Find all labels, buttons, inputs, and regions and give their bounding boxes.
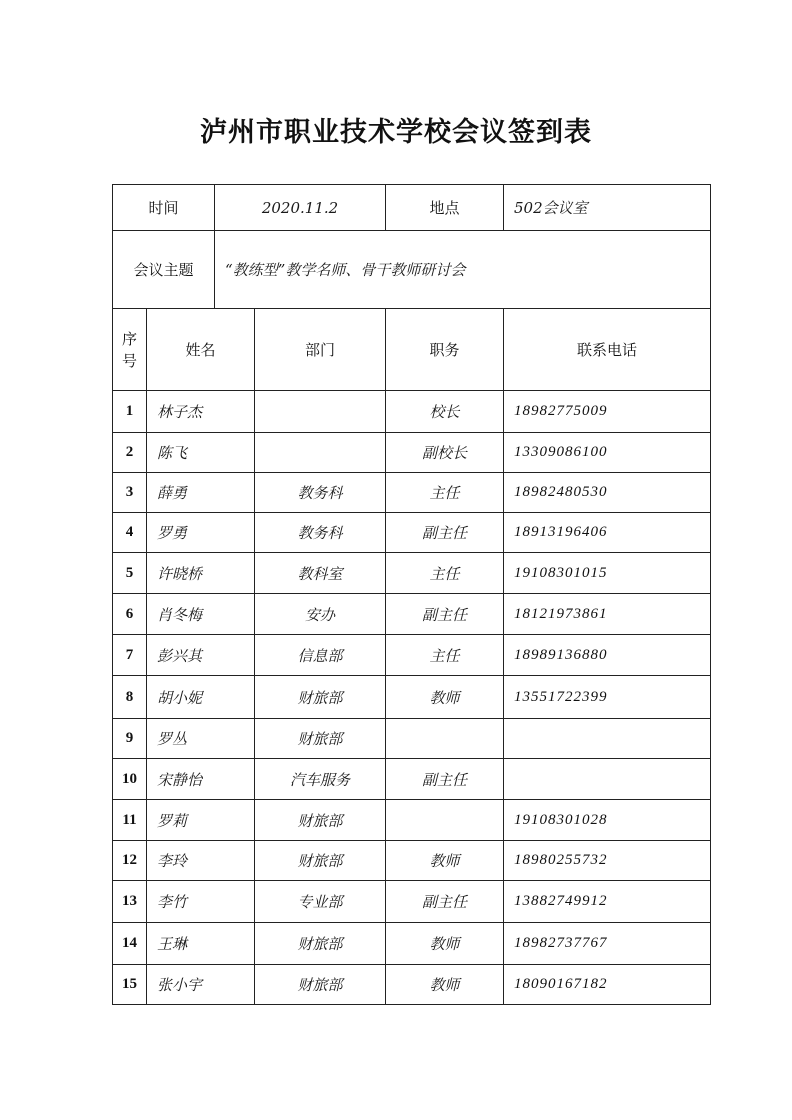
attendee-phone: 13551722399 bbox=[504, 676, 711, 719]
attendee-dept: 教务科 bbox=[255, 473, 386, 513]
attendee-name: 彭兴其 bbox=[147, 635, 255, 676]
row-number: 8 bbox=[113, 676, 147, 719]
table-row bbox=[113, 800, 711, 841]
meeting-topic: “教练型”教学名师、骨干教师研讨会 bbox=[215, 231, 711, 309]
row-number: 3 bbox=[113, 473, 147, 513]
topic-label: 会议主题 bbox=[113, 231, 215, 309]
page-title: 泸州市职业技术学校会议签到表 bbox=[200, 117, 592, 148]
attendee-name: 王琳 bbox=[147, 923, 255, 965]
attendee-dept: 财旅部 bbox=[255, 965, 386, 1005]
row-number: 9 bbox=[113, 719, 147, 759]
attendee-dept: 汽车服务 bbox=[255, 759, 386, 800]
attendee-phone: 13309086100 bbox=[504, 433, 711, 473]
attendee-position: 教师 bbox=[386, 923, 504, 965]
name-header: 姓名 bbox=[147, 309, 255, 391]
attendee-position: 教师 bbox=[386, 841, 504, 881]
attendee-dept: 财旅部 bbox=[255, 800, 386, 841]
attendee-dept bbox=[255, 433, 386, 473]
attendee-dept: 财旅部 bbox=[255, 676, 386, 719]
row-number: 13 bbox=[113, 881, 147, 923]
attendee-position: 校长 bbox=[386, 391, 504, 433]
attendee-phone: 19108301015 bbox=[504, 553, 711, 594]
attendee-name: 张小宇 bbox=[147, 965, 255, 1005]
seq-header-line-1: 序 bbox=[121, 329, 137, 348]
table-row bbox=[113, 553, 711, 594]
attendee-phone: 18982775009 bbox=[504, 391, 711, 433]
attendee-dept: 财旅部 bbox=[255, 923, 386, 965]
attendee-phone: 18982480530 bbox=[504, 473, 711, 513]
attendee-position: 副主任 bbox=[386, 513, 504, 553]
attendee-position: 教师 bbox=[386, 965, 504, 1005]
attendee-position: 主任 bbox=[386, 553, 504, 594]
attendee-dept: 信息部 bbox=[255, 635, 386, 676]
attendee-name: 胡小妮 bbox=[147, 676, 255, 719]
topic-row bbox=[113, 231, 711, 309]
row-number: 4 bbox=[113, 513, 147, 553]
attendee-name: 许晓桥 bbox=[147, 553, 255, 594]
attendee-position: 副主任 bbox=[386, 881, 504, 923]
phone-header: 联系电话 bbox=[504, 309, 711, 391]
row-number: 1 bbox=[113, 391, 147, 433]
dept-header: 部门 bbox=[255, 309, 386, 391]
attendee-position: 副校长 bbox=[386, 433, 504, 473]
attendee-position: 主任 bbox=[386, 473, 504, 513]
table-row bbox=[113, 719, 711, 759]
attendee-position bbox=[386, 719, 504, 759]
attendee-rows bbox=[113, 391, 711, 1005]
header-row bbox=[113, 309, 711, 391]
table-row bbox=[113, 513, 711, 553]
attendee-position bbox=[386, 800, 504, 841]
table-row bbox=[113, 881, 711, 923]
table-row bbox=[113, 676, 711, 719]
attendee-phone: 18090167182 bbox=[504, 965, 711, 1005]
row-number: 10 bbox=[113, 759, 147, 800]
row-number: 15 bbox=[113, 965, 147, 1005]
attendee-name: 宋静怡 bbox=[147, 759, 255, 800]
attendee-dept: 教务科 bbox=[255, 513, 386, 553]
table-row bbox=[113, 759, 711, 800]
time-label: 时间 bbox=[113, 185, 215, 231]
row-number: 12 bbox=[113, 841, 147, 881]
attendee-phone: 18989136880 bbox=[504, 635, 711, 676]
table-row bbox=[113, 841, 711, 881]
attendee-name: 罗莉 bbox=[147, 800, 255, 841]
table-row bbox=[113, 965, 711, 1005]
table-row bbox=[113, 473, 711, 513]
row-number: 5 bbox=[113, 553, 147, 594]
attendee-dept: 专业部 bbox=[255, 881, 386, 923]
table-row bbox=[113, 923, 711, 965]
seq-header-line-2: 号 bbox=[121, 351, 137, 370]
meeting-place: 502会议室 bbox=[504, 185, 711, 231]
attendee-position: 副主任 bbox=[386, 759, 504, 800]
table-row bbox=[113, 433, 711, 473]
place-label: 地点 bbox=[386, 185, 504, 231]
attendee-dept: 安办 bbox=[255, 594, 386, 635]
attendee-name: 李玲 bbox=[147, 841, 255, 881]
attendee-position: 副主任 bbox=[386, 594, 504, 635]
attendee-name: 李竹 bbox=[147, 881, 255, 923]
attendee-dept: 财旅部 bbox=[255, 841, 386, 881]
attendee-name: 薛勇 bbox=[147, 473, 255, 513]
meeting-time: 2020.11.2 bbox=[215, 185, 386, 231]
attendee-name: 罗丛 bbox=[147, 719, 255, 759]
attendee-name: 陈飞 bbox=[147, 433, 255, 473]
attendee-phone bbox=[504, 719, 711, 759]
row-number: 14 bbox=[113, 923, 147, 965]
attendee-phone: 18980255732 bbox=[504, 841, 711, 881]
position-header: 职务 bbox=[386, 309, 504, 391]
attendee-name: 罗勇 bbox=[147, 513, 255, 553]
row-number: 2 bbox=[113, 433, 147, 473]
attendee-dept bbox=[255, 391, 386, 433]
table-row bbox=[113, 594, 711, 635]
attendee-phone: 18982737767 bbox=[504, 923, 711, 965]
attendee-phone: 18913196406 bbox=[504, 513, 711, 553]
attendee-dept: 财旅部 bbox=[255, 719, 386, 759]
attendee-name: 肖冬梅 bbox=[147, 594, 255, 635]
attendee-dept: 教科室 bbox=[255, 553, 386, 594]
seq-header bbox=[113, 309, 147, 391]
sign-in-table bbox=[112, 184, 711, 1005]
row-number: 11 bbox=[113, 800, 147, 841]
attendee-phone: 19108301028 bbox=[504, 800, 711, 841]
attendee-phone: 18121973861 bbox=[504, 594, 711, 635]
attendee-position: 主任 bbox=[386, 635, 504, 676]
attendee-phone: 13882749912 bbox=[504, 881, 711, 923]
attendee-name: 林子杰 bbox=[147, 391, 255, 433]
attendee-phone bbox=[504, 759, 711, 800]
row-number: 7 bbox=[113, 635, 147, 676]
row-number: 6 bbox=[113, 594, 147, 635]
attendee-position: 教师 bbox=[386, 676, 504, 719]
table-row bbox=[113, 635, 711, 676]
time-place-row bbox=[113, 185, 711, 231]
table-row bbox=[113, 391, 711, 433]
